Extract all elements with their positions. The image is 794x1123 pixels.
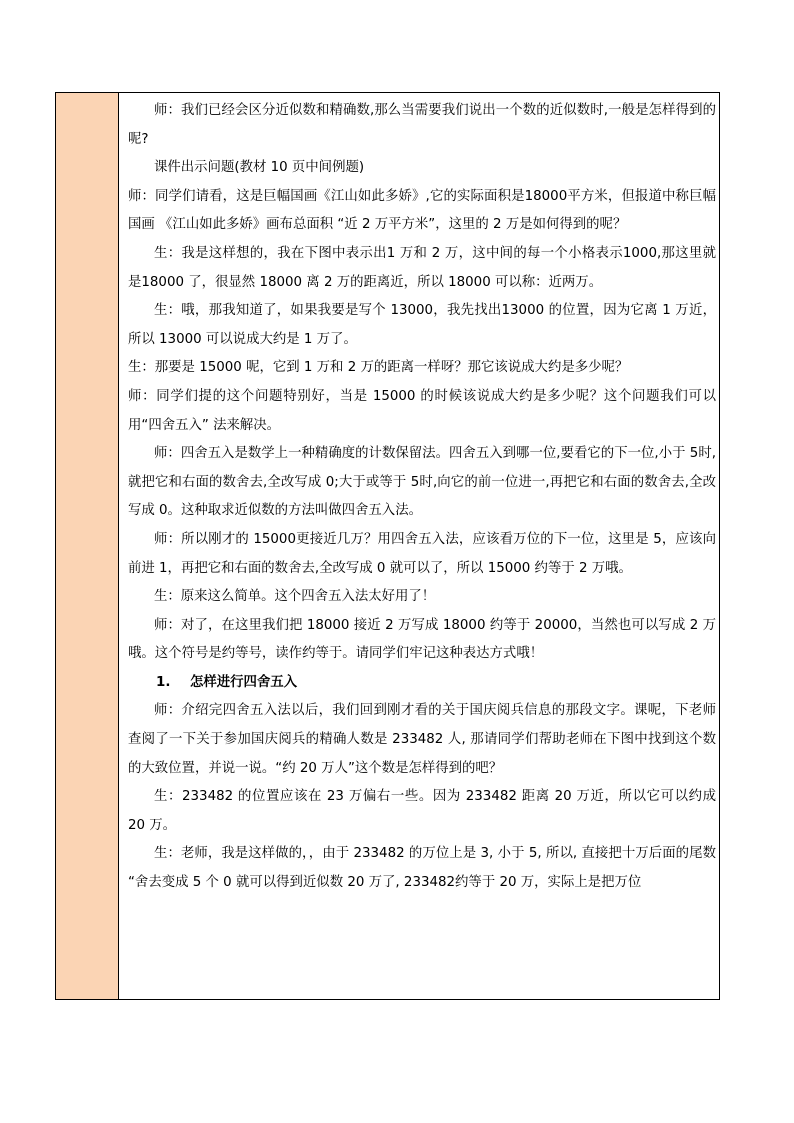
paragraph: 生：那要是 15000 呢，它到 1 万和 2 万的距离一样呀？那它该说成大约是多少呢？ [128, 360, 629, 376]
paragraph: 生：233482 的位置应该在 23 万偏右一些。因为 233482 距离 20 万近，所以它可以约成 20 万。 [128, 789, 716, 833]
paragraph: 生：哦，那我知道了，如果我要是写个 13000，我先找出13000 的位置，因为它离 1 万近，所以 13000 可以说成大约是 1 万了。 [128, 303, 716, 347]
section-heading [128, 669, 716, 698]
paragraph: 师：四舍五入是数学上一种精确度的计数保留法。四舍五入到哪一位,要看它的下一位,小于 5时,就把它和右面的数舍去,全改写成 0;大于或等于 5时,向它的前一位进一,再把它和右面的数舍去,全改写成 0。这种取求近似数的方法叫做四舍五入法。 [128, 446, 716, 519]
paragraph: 生：老师，我是这样做的，，由于 233482 的万位上是 3, 小于 5, 所以, 直接把十万后面的尾数 “舍去变成 5 个 0 就可以得到近似数 20 万了, 233482约等于 20 万，实际上是把万位 [128, 846, 716, 891]
section-number: 1. [156, 674, 171, 690]
lesson-table [55, 92, 720, 1000]
paragraph: 师：介绍完四舍五入法以后，我们回到刚才看的关于国庆阅兵信息的那段文字。课呢，下老师查阅了一下关于参加国庆阅兵的精确人数是 233482 人, 那请同学们帮助老师在下图中找到这个数的大致位置，并说一说。“约 20 万人”这个数是怎样得到的吧？ [128, 703, 716, 776]
table-side-column [56, 93, 119, 999]
paragraph: 师：对了，在这里我们把 18000 接近 2 万写成 18000 约等于 20000，当然也可以写成 2 万哦。这个符号是约等号，读作约等于。请同学们牢记这种表达方式哦！ [128, 617, 716, 662]
paragraph: 师：所以刚才的 15000更接近几万？用四舍五入法，应该看万位的下一位，这里是 5，应该向前进 1，再把它和右面的数舍去,全改写成 0 就可以了，所以 15000 约等于 2 万哦。 [128, 531, 716, 576]
paragraph: 师：同学们请看，这是巨幅国画《江山如此多娇》,它的实际面积是18000平方米，但报道中称巨幅国画 《江山如此多娇》画布总面积 “近 2 万平方米”，这里的 2 万是如何得到的呢？ [128, 188, 716, 233]
paragraph: 师：我们已经会区分近似数和精确数,那么当需要我们说出一个数的近似数时,一般是怎样得到的呢? [128, 103, 716, 147]
section-title: 怎样进行四舍五入 [190, 674, 298, 690]
lesson-content [128, 97, 716, 898]
paragraph: 生：我是这样想的，我在下图中表示出1 万和 2 万，这中间的每一个小格表示1000,那这里就是18000 了，很显然 18000 离 2 万的距离近，所以 18000 可以称：近两万。 [128, 245, 716, 290]
paragraph: 课件出示问题(教材 10 页中间例题) [154, 160, 365, 176]
paragraph: 生：原来这么简单。这个四舍五入法太好用了！ [154, 589, 436, 605]
paragraph: 师：同学们提的这个问题特别好，当是 15000 的时候该说成大约是多少呢？这个问题我们可以用“四舍五入” 法来解决。 [128, 388, 716, 433]
